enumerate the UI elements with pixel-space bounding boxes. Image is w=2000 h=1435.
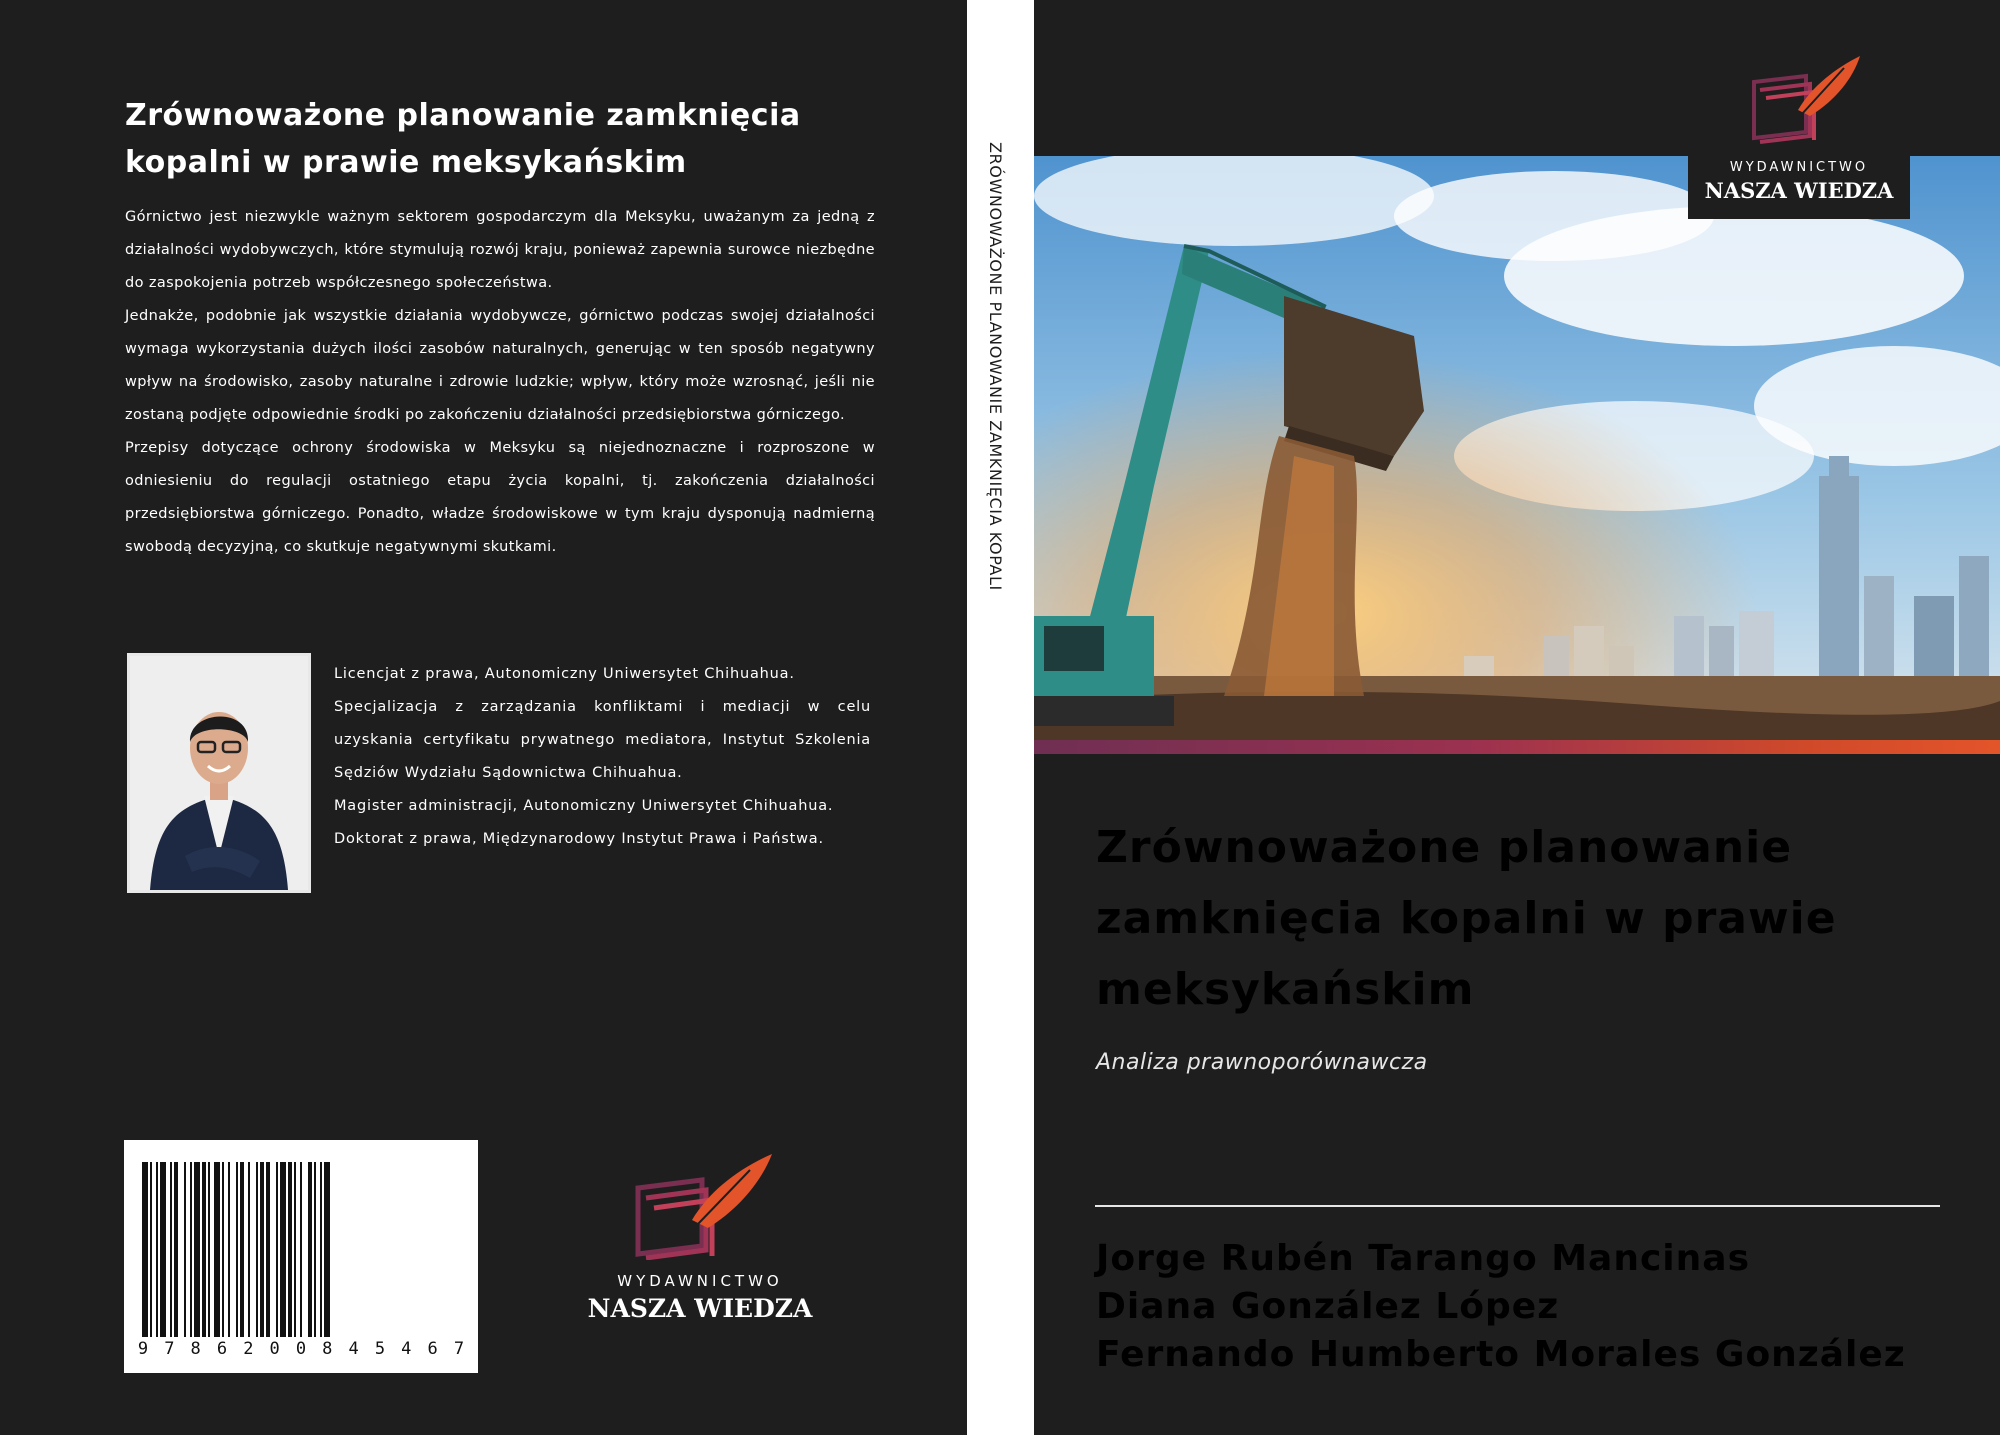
barcode-bar [276,1162,278,1337]
author-name: Fernando Humberto Morales González [1096,1334,1906,1375]
author-list [1096,1235,1976,1379]
title-divider [1095,1205,1940,1207]
isbn-digits: 9 7 8 6 2 0 0 8 4 5 4 6 7 [128,1339,474,1359]
barcode-bar [240,1162,244,1337]
barcode-bar [308,1162,312,1337]
bio-line: Licencjat z prawa, Autonomiczny Uniwersytet Chihuahua. [334,666,795,682]
barcode-bar [222,1162,224,1337]
barcode-bar [150,1162,152,1337]
barcode-bar [170,1162,172,1337]
barcode-bar [294,1162,296,1337]
isbn-barcode [124,1140,478,1373]
publisher-name: NASZA WIEDZA [587,1294,813,1323]
barcode-bar [208,1162,210,1337]
author-name: Jorge Rubén Tarango Mancinas [1096,1238,1750,1279]
barcode-bar [288,1162,292,1337]
publisher-name: NASZA WIEDZA [1704,178,1894,203]
barcode-bar [256,1162,258,1337]
barcode-bar [160,1162,166,1337]
bio-line: Specjalizacja z zarządzania konfliktami i mediacji w celu uzyskania certyfikatu prywatnego mediatora, Instytut Szkolenia Sędziów Wydziału Sądownictwa Chihuahua. [334,699,871,781]
back-cover [0,0,967,1435]
barcode-bar [190,1162,192,1337]
blurb-paragraph: Jednakże, podobnie jak wszystkie działania wydobywcze, górnictwo podczas swojej działalności wymaga wykorzystania dużych ilości zasobów naturalnych, generując w ten sposób negatywny wpływ na środowisko, zasoby naturalne i zdrowie ludzkie; wpływ, który może wzrosnąć, jeśli nie zostaną podjęte odpowiednie środki po zakończeniu działalności przedsiębiorstwa górniczego. [125,308,875,423]
author-portrait-icon [130,656,308,890]
barcode-bar [174,1162,178,1337]
barcode-bar [260,1162,264,1337]
barcode-bar [156,1162,158,1337]
author-bio [334,658,871,856]
barcode-bar [194,1162,200,1337]
barcode-bar [248,1162,250,1337]
bio-line: Doktorat z prawa, Międzynarodowy Instytut Prawa i Państwa. [334,831,824,847]
publisher-label: WYDAWNICTWO [1729,160,1869,175]
front-cover-title: Zrównoważone planowanie zamknięcia kopalni w prawie meksykańskim [1096,822,1837,1015]
author-name: Diana González López [1096,1286,1560,1327]
book-feather-icon [1688,52,1910,152]
barcode-bar [320,1162,322,1337]
spine-title: ZRÓWNOWAŻONE PLANOWANIE ZAMKNIĘCIA KOPALI [986,142,1005,591]
front-cover-subtitle: Analiza prawnoporównawcza [1096,1050,1428,1075]
publisher-logo-back [580,1150,820,1330]
barcode-bar [324,1162,330,1337]
blurb-paragraph: Górnictwo jest niezwykle ważnym sektorem gospodarczym dla Meksyku, uważanym za jedną z działalności wydobywczych, które stymulują rozwój kraju, ponieważ zapewnia surowce niezbędne do zaspokojenia potrzeb współczesnego społeczeństwa. [125,209,875,291]
book-feather-icon [580,1150,820,1260]
publisher-logo-front [1688,52,1910,219]
cover-photo [1034,156,2000,740]
barcode-bar [202,1162,206,1337]
barcode-bar [236,1162,238,1337]
barcode-bar [142,1162,148,1337]
barcode-bar [280,1162,286,1337]
barcode-bar [184,1162,186,1337]
blurb-paragraph: Przepisy dotyczące ochrony środowiska w Meksyku są niejednoznaczne i rozproszone w odniesieniu do regulacji ostatniego etapu życia kopalni, tj. zakończenia działalności przedsiębiorstwa górniczego. Ponadto, władze środowiskowe w tym kraju dysponują nadmierną swobodą decyzyjną, co skutkuje negatywnymi skutkami. [125,440,875,555]
barcode-bar [266,1162,270,1337]
barcode-bar [214,1162,220,1337]
back-cover-blurb [125,201,875,564]
author-photo [127,653,311,893]
barcode-bar [314,1162,316,1337]
publisher-label: WYDAWNICTWO [617,1272,783,1290]
barcode-bar [300,1162,302,1337]
excavator-city-illustration [1034,156,2000,740]
back-cover-title: Zrównoważone planowanie zamknięcia kopalni w prawie meksykańskim [125,98,801,180]
barcode-bar [228,1162,230,1337]
bio-line: Magister administracji, Autonomiczny Uniwersytet Chihuahua. [334,798,834,814]
photo-accent-stripe [1034,740,2000,754]
